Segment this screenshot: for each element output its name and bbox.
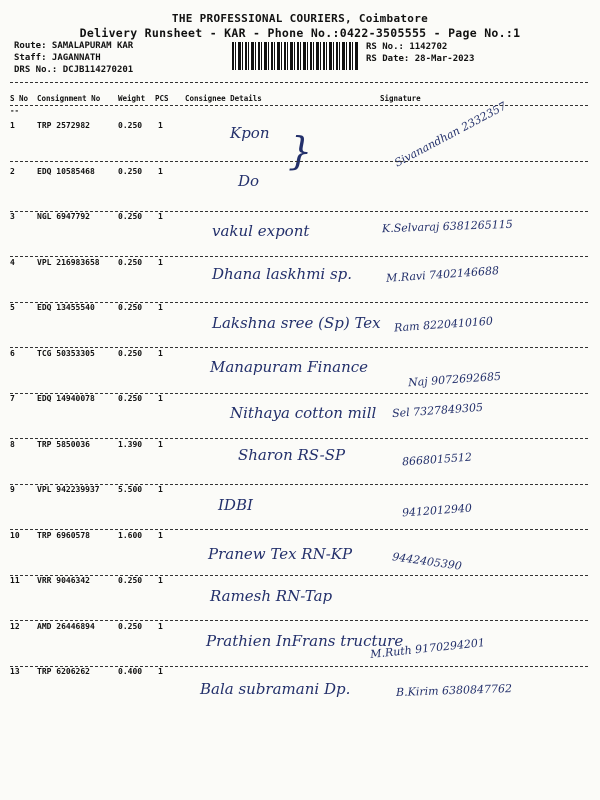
row-weight: 0.250 (118, 212, 143, 221)
row-weight: 0.250 (118, 167, 143, 176)
row-consignee-handwritten: Pranew Tex RN-KP (208, 545, 353, 563)
row-consignment-no: VPL 942239937 (37, 485, 100, 494)
drs-number: DRS No.: DCJB114270201 (14, 65, 134, 75)
row-weight: 0.250 (118, 121, 143, 130)
row-divider (10, 393, 588, 394)
row-signature-handwritten: M.Ravi 7402146688 (385, 264, 500, 285)
row-consignment-no: EDQ 10585468 (37, 167, 95, 176)
row-weight: 1.600 (118, 531, 143, 540)
row-pcs: 1 (158, 167, 163, 176)
row-sno: 5 (10, 303, 15, 312)
row-pcs: 1 (158, 440, 163, 449)
row-consignee-handwritten: Do (238, 172, 260, 190)
row-consignment-no: TCG 50353305 (37, 349, 95, 358)
row-weight: 0.400 (118, 667, 143, 676)
row-consignment-no: VPL 216983658 (37, 258, 100, 267)
row-weight: 5.500 (118, 485, 143, 494)
row-sno: 11 (10, 576, 20, 585)
row-weight: 0.250 (118, 622, 143, 631)
row-consignment-no: EDQ 14940078 (37, 394, 95, 403)
row-divider (10, 302, 588, 303)
row-signature-handwritten: 9442405390 (391, 550, 463, 573)
staff-label: Staff: JAGANNATH (14, 53, 101, 63)
row-weight: 0.250 (118, 394, 143, 403)
divider (10, 82, 588, 83)
row-divider (10, 666, 588, 667)
row-consignee-handwritten: vakul expont (212, 222, 310, 240)
row-signature-handwritten: 8668015512 (401, 450, 473, 469)
row-signature-handwritten: 9412012940 (401, 501, 473, 520)
row-divider (10, 211, 588, 212)
row-pcs: 1 (158, 349, 163, 358)
row-consignment-no: TRP 6960578 (37, 531, 90, 540)
row-consignment-no: TRP 5850036 (37, 440, 90, 449)
page-title: THE PROFESSIONAL COURIERS, Coimbatore (171, 12, 429, 25)
col-pcs: PCS (155, 94, 169, 103)
row-pcs: 1 (158, 303, 163, 312)
row-divider (10, 438, 588, 439)
row-pcs: 1 (158, 394, 163, 403)
route-label: Route: SAMALAPURAM KAR (14, 41, 134, 51)
row-divider (10, 256, 588, 257)
row-consignment-no: TRP 2572982 (37, 121, 90, 130)
row-consignee-handwritten: Kpon (230, 124, 270, 142)
row-sno: 7 (10, 394, 15, 403)
row-pcs: 1 (158, 485, 163, 494)
row-consignee-handwritten: Dhana laskhmi sp. (212, 265, 353, 283)
row-divider (10, 347, 588, 348)
row-sno: 4 (10, 258, 15, 267)
row-sno: 10 (10, 531, 20, 540)
row-weight: 0.250 (118, 349, 143, 358)
header-mark: -- (10, 106, 20, 115)
row-consignee-handwritten: Nithaya cotton mill (230, 404, 377, 422)
row-signature-handwritten: Sel 7327849305 (391, 400, 484, 421)
col-signature: Signature (380, 94, 421, 103)
row-pcs: 1 (158, 576, 163, 585)
row-weight: 0.250 (118, 576, 143, 585)
barcode (232, 42, 358, 70)
row-sno: 3 (10, 212, 15, 221)
row-sno: 2 (10, 167, 15, 176)
row-signature-handwritten: B.Kirim 6380847762 (395, 681, 513, 700)
row-sno: 6 (10, 349, 15, 358)
row-sno: 12 (10, 622, 20, 631)
row-consignee-handwritten: Prathien InFrans tructure (206, 632, 404, 650)
row-consignee-handwritten: Manapuram Finance (210, 358, 369, 376)
row-consignee-handwritten: Lakshna sree (Sp) Tex (212, 314, 381, 332)
row-divider (10, 161, 588, 162)
row-weight: 0.250 (118, 258, 143, 267)
row-divider (10, 575, 588, 576)
row-divider (10, 620, 588, 621)
row-pcs: 1 (158, 212, 163, 221)
row-consignee-handwritten: Bala subramani Dp. (200, 680, 351, 698)
row-pcs: 1 (158, 531, 163, 540)
row-pcs: 1 (158, 258, 163, 267)
row-consignment-no: EDQ 13455540 (37, 303, 95, 312)
row-signature-handwritten: Naj 9072692685 (407, 369, 502, 390)
rs-date: RS Date: 28-Mar-2023 (366, 54, 475, 64)
row-consignee-handwritten: Sharon RS-SP (238, 446, 346, 464)
rs-number: RS No.: 1142702 (366, 42, 448, 52)
row-divider (10, 529, 588, 530)
row-consignment-no: VRR 9046342 (37, 576, 90, 585)
row-pcs: 1 (158, 622, 163, 631)
row-consignment-no: AMD 26446894 (37, 622, 95, 631)
row-consignment-no: NGL 6947792 (37, 212, 90, 221)
row-sno: 13 (10, 667, 20, 676)
row-sno: 1 (10, 121, 15, 130)
col-consignee: Consignee Details (185, 94, 262, 103)
row-weight: 0.250 (118, 303, 143, 312)
runsheet-subtitle: Delivery Runsheet - KAR - Phone No.:0422-3505555 - Page No.:1 (79, 26, 521, 40)
row-weight: 1.390 (118, 440, 143, 449)
row-signature-handwritten: Sivanandhan 2332357 (392, 99, 509, 170)
row-sno: 8 (10, 440, 15, 449)
row-pcs: 1 (158, 121, 163, 130)
col-sno: S No (10, 94, 29, 103)
row-signature-handwritten: Ram 8220410160 (393, 314, 494, 335)
col-consignment: Consignment No (37, 94, 101, 103)
row-sno: 9 (10, 485, 15, 494)
row-signature-handwritten: K.Selvaraj 6381265115 (381, 217, 513, 236)
bracket-mark: } (288, 129, 313, 173)
row-consignment-no: TRP 6206262 (37, 667, 90, 676)
row-signature-handwritten: M.Ruth 9170294201 (369, 636, 486, 661)
row-consignee-handwritten: Ramesh RN-Tap (210, 587, 333, 605)
row-pcs: 1 (158, 667, 163, 676)
col-weight: Weight (118, 94, 146, 103)
row-consignee-handwritten: IDBI (218, 496, 253, 514)
